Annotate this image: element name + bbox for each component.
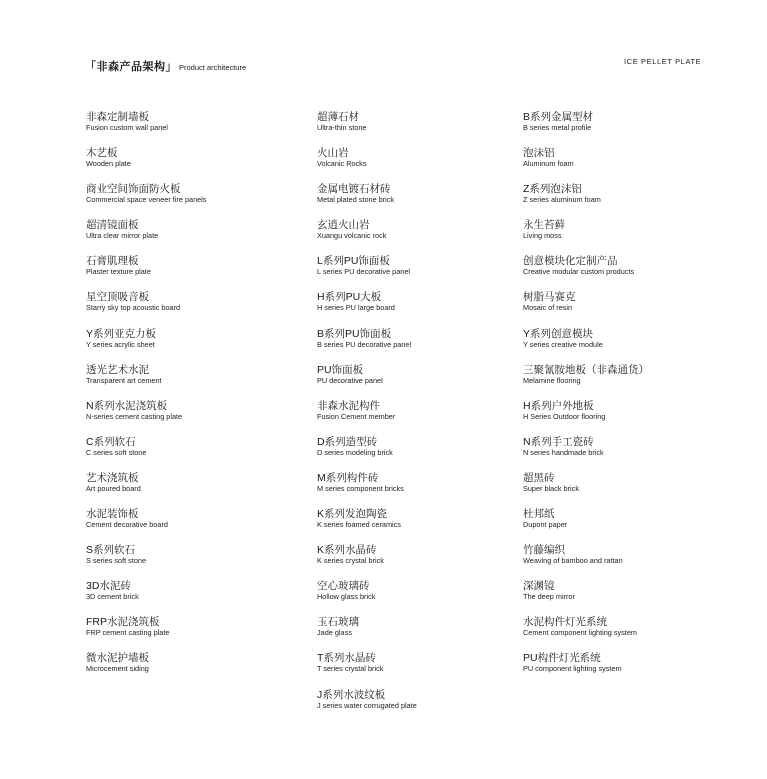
product-item <box>86 363 206 399</box>
product-item <box>317 218 417 254</box>
product-name-en: Z series aluminum foam <box>523 195 601 205</box>
product-name-zh: 杜邦纸 <box>523 508 555 521</box>
product-name-en: Metal plated stone brick <box>317 195 395 205</box>
product-name-en: PU component lighting system <box>523 664 622 674</box>
product-item <box>86 218 206 254</box>
product-item <box>317 579 417 615</box>
product-name-en: Art poured board <box>86 483 141 493</box>
product-item <box>523 615 649 651</box>
product-item <box>86 651 206 687</box>
product-name-zh: 星空顶吸音板 <box>86 291 149 304</box>
product-name-zh: B系列金属型材 <box>523 111 594 123</box>
product-name-zh: 三聚氰胺地板（非森通货） <box>523 363 649 376</box>
product-name-en: N series handmade brick <box>523 447 604 457</box>
product-name-en: N-series cement casting plate <box>86 411 183 421</box>
product-name-zh: 玉石玻璃 <box>317 616 359 629</box>
product-name-en: Microcement siding <box>86 664 149 674</box>
product-item <box>317 615 417 651</box>
product-name-zh: B系列PU饰面板 <box>317 327 392 340</box>
product-item <box>523 290 649 326</box>
product-item <box>523 327 649 363</box>
title-english: Product architecture <box>179 63 247 72</box>
product-item <box>317 688 417 724</box>
product-item <box>523 471 649 507</box>
product-item <box>86 110 206 146</box>
product-name-zh: PU构件灯光系统 <box>523 652 601 665</box>
product-name-zh: 深渊镜 <box>523 580 555 593</box>
product-name-en: K series crystal brick <box>317 556 384 566</box>
product-name-en: Weaving of bamboo and rattan <box>523 556 623 566</box>
product-name-en: 3D cement brick <box>86 592 139 602</box>
product-name-zh: K系列发泡陶瓷 <box>317 508 388 521</box>
product-name-en: Hollow glass brick <box>317 592 376 602</box>
product-name-zh: 超清镜面板 <box>86 219 139 232</box>
product-name-en: Mosaic of resin <box>523 303 573 313</box>
product-name-en: Creative modular custom products <box>523 267 635 277</box>
product-item <box>86 543 206 579</box>
product-item <box>523 651 649 687</box>
product-name-zh: 火山岩 <box>317 147 349 160</box>
product-name-en: Ultra-thin stone <box>317 123 367 132</box>
product-name-en: Starry sky top acoustic board <box>86 303 181 313</box>
product-name-zh: 水泥装饰板 <box>86 508 139 521</box>
product-name-en: Aluminum foam <box>523 159 574 169</box>
product-item <box>317 471 417 507</box>
product-item <box>523 435 649 471</box>
product-name-en: Fusion custom wall panel <box>86 123 168 132</box>
product-item <box>317 651 417 687</box>
product-name-en: Volcanic Rocks <box>317 159 367 169</box>
product-name-en: PU decorative panel <box>317 375 383 385</box>
product-name-en: Super black brick <box>523 483 579 493</box>
product-item <box>523 182 649 218</box>
product-name-zh: N系列水泥浇筑板 <box>86 399 168 412</box>
product-item <box>317 327 417 363</box>
product-column-3 <box>523 110 649 688</box>
product-name-en: Fusion Cement member <box>317 411 396 421</box>
product-name-zh: M系列构件砖 <box>317 471 379 484</box>
product-item <box>523 507 649 543</box>
product-name-en: J series water corrugated plate <box>317 700 417 710</box>
product-name-en: H series PU large board <box>317 303 395 313</box>
product-name-en: M series component bricks <box>317 483 404 493</box>
product-name-en: B series PU decorative panel <box>317 339 412 349</box>
product-item <box>86 290 206 326</box>
product-name-en: Plaster texture plate <box>86 267 151 277</box>
product-item <box>86 327 206 363</box>
product-name-en: FRP cement casting plate <box>86 628 170 638</box>
product-column-2 <box>317 110 417 724</box>
product-name-zh: 商业空间饰面防火板 <box>86 183 181 196</box>
product-name-zh: L系列PU饰面板 <box>317 255 390 268</box>
product-name-en: Melamine flooring <box>523 375 581 385</box>
brand-label: ICE PELLET PLATE <box>624 57 702 66</box>
product-item <box>523 399 649 435</box>
product-name-zh: Y系列创意模块 <box>523 327 594 340</box>
page-title <box>85 57 246 75</box>
product-name-zh: 透光艺术水泥 <box>86 363 149 376</box>
product-name-zh: C系列软石 <box>86 435 136 448</box>
product-name-en: H Series Outdoor flooring <box>523 411 606 421</box>
product-name-zh: K系列水晶砖 <box>317 544 377 557</box>
product-item <box>317 507 417 543</box>
product-name-zh: 木艺板 <box>86 147 118 160</box>
product-item <box>317 182 417 218</box>
product-name-zh: 微水泥护墙板 <box>86 652 149 665</box>
product-name-en: Xuangu volcanic rock <box>317 231 387 241</box>
product-name-en: Wooden plate <box>86 159 131 169</box>
product-name-zh: 非森水泥构件 <box>317 399 380 412</box>
product-name-zh: D系列造型砖 <box>317 435 378 448</box>
product-name-zh: 泡沫铝 <box>523 147 555 160</box>
product-item <box>86 471 206 507</box>
product-name-zh: 3D水泥砖 <box>86 580 131 593</box>
product-name-zh: Z系列泡沫铝 <box>523 183 582 196</box>
product-name-zh: PU饰面板 <box>317 363 364 376</box>
product-name-en: T series crystal brick <box>317 664 384 674</box>
product-item <box>317 110 417 146</box>
product-item <box>317 146 417 182</box>
product-name-zh: 空心玻璃砖 <box>317 580 370 593</box>
product-name-zh: S系列软石 <box>86 544 136 557</box>
product-name-en: B series metal profile <box>523 123 592 132</box>
product-name-en: The deep mirror <box>523 592 575 602</box>
product-item <box>86 507 206 543</box>
product-name-zh: 水泥构件灯光系统 <box>523 616 607 629</box>
product-item <box>317 543 417 579</box>
product-name-en: Dupont paper <box>523 520 568 530</box>
product-name-zh: N系列手工瓷砖 <box>523 435 594 448</box>
product-name-en: Transparent art cement <box>86 375 162 385</box>
product-name-zh: H系列户外地板 <box>523 399 594 412</box>
product-column-1 <box>86 110 206 688</box>
product-name-zh: 永生苔藓 <box>523 219 565 232</box>
product-item <box>523 543 649 579</box>
product-item <box>86 399 206 435</box>
product-item <box>86 146 206 182</box>
product-name-en: Jade glass <box>317 628 352 638</box>
product-name-en: Cement component lighting system <box>523 628 637 638</box>
product-name-en: K series foamed ceramics <box>317 520 401 530</box>
product-item <box>317 254 417 290</box>
product-name-zh: 超薄石材 <box>317 111 359 123</box>
product-item <box>523 363 649 399</box>
product-item <box>523 110 649 146</box>
product-item <box>86 435 206 471</box>
product-item <box>86 615 206 651</box>
product-item <box>523 579 649 615</box>
product-name-zh: 金属电镀石材砖 <box>317 183 391 196</box>
product-name-zh: 艺术浇筑板 <box>86 471 139 484</box>
product-item <box>523 254 649 290</box>
product-name-en: Y series creative module <box>523 339 603 349</box>
product-item <box>86 579 206 615</box>
product-name-zh: 创意模块化定制产品 <box>523 255 618 268</box>
product-name-zh: T系列水晶砖 <box>317 652 376 665</box>
product-name-en: C series soft stone <box>86 447 147 457</box>
product-item <box>86 182 206 218</box>
product-item <box>317 290 417 326</box>
product-name-zh: J系列水波纹板 <box>317 688 386 701</box>
product-item <box>86 254 206 290</box>
title-chinese: 「非森产品架构」 <box>85 61 177 73</box>
product-name-en: Ultra clear mirror plate <box>86 231 159 241</box>
product-item <box>523 218 649 254</box>
product-name-zh: 超黑砖 <box>523 471 555 484</box>
product-item <box>317 363 417 399</box>
product-name-zh: 树脂马赛克 <box>523 291 576 304</box>
product-item <box>317 435 417 471</box>
product-name-en: Commercial space veneer fire panels <box>86 195 207 205</box>
product-name-en: S series soft stone <box>86 556 147 566</box>
product-name-zh: Y系列亚克力板 <box>86 327 157 340</box>
product-name-zh: H系列PU大板 <box>317 291 382 304</box>
product-name-zh: FRP水泥浇筑板 <box>86 616 160 629</box>
product-name-zh: 非森定制墙板 <box>86 111 149 123</box>
product-name-en: Living moss <box>523 231 562 241</box>
product-name-en: D series modeling brick <box>317 447 393 457</box>
product-name-zh: 竹藤编织 <box>523 544 565 557</box>
product-item <box>317 399 417 435</box>
product-name-en: Cement decorative board <box>86 520 168 530</box>
product-item <box>523 146 649 182</box>
product-name-zh: 玄逍火山岩 <box>317 219 370 232</box>
product-name-zh: 石膏肌理板 <box>86 255 139 268</box>
product-name-en: Y series acrylic sheet <box>86 339 155 349</box>
product-name-en: L series PU decorative panel <box>317 267 411 277</box>
